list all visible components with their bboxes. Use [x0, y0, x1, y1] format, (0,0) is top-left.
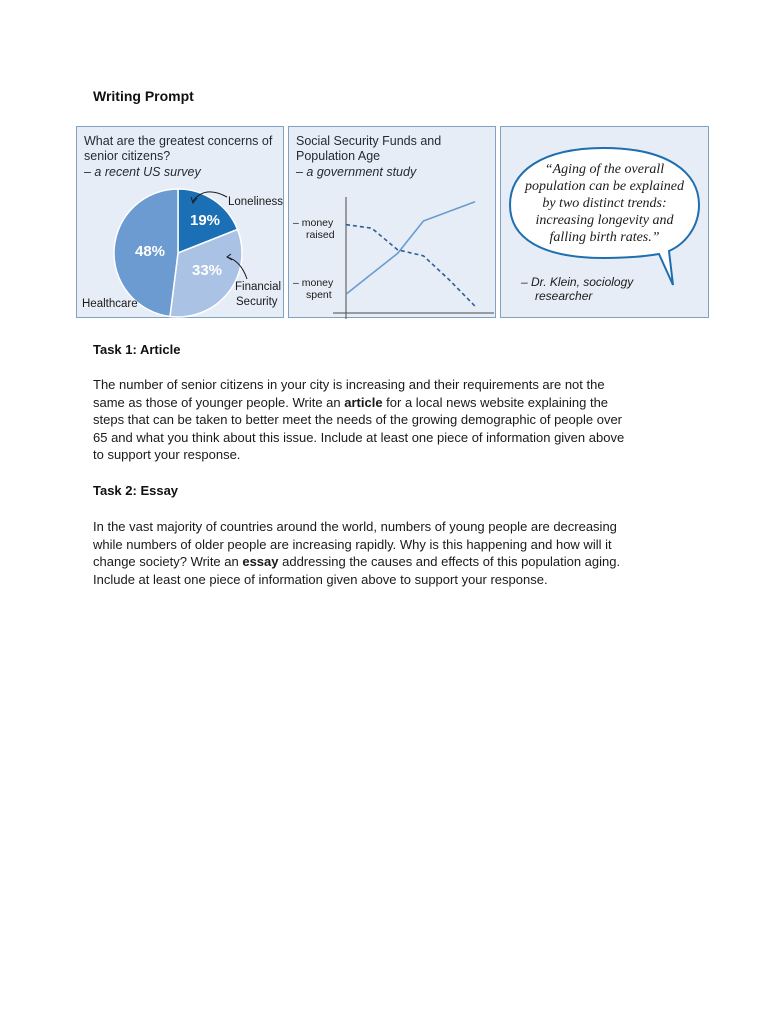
- quote-panel: [500, 126, 709, 318]
- task2-heading: Task 2: Essay: [93, 483, 179, 498]
- task1-line: same as those of younger people. Write an article for a local news website explaining the: [93, 394, 609, 410]
- line-chart: [289, 127, 497, 319]
- pie-data-label: 48%: [134, 243, 166, 260]
- tick-label-money-spent-line-1: – money: [293, 277, 334, 289]
- line-title-line-2: Population Age: [296, 149, 381, 163]
- pie-chart-panel: [76, 126, 284, 318]
- task2-paragraph: [93, 518, 673, 588]
- pie-data-label: 33%: [191, 262, 223, 279]
- pie-source: – a recent US survey: [84, 165, 201, 179]
- quote-line: increasing longevity and: [535, 213, 674, 228]
- pie-label-financial-line-1: Financial: [235, 281, 282, 293]
- pie-label-healthcare: Healthcare: [82, 298, 138, 310]
- quote-line: by two distinct trends:: [542, 196, 667, 211]
- tick-label-money-raised-line-2: raised: [306, 229, 335, 241]
- emphasized-word: article: [344, 394, 383, 410]
- pie-data-label: 19%: [189, 212, 221, 229]
- task1-line: The number of senior citizens in your city is increasing and their requirements are not the: [93, 377, 605, 392]
- task2-line: while numbers of older people are increasing rapidly. Why is this happening and how will it: [93, 536, 612, 552]
- line-title-line-1: Social Security Funds and: [296, 134, 442, 148]
- pie-label-loneliness: Loneliness: [228, 196, 283, 208]
- page-title: Writing Prompt: [93, 88, 194, 104]
- task2-line: Include at least one piece of information given above to support your response.: [93, 571, 548, 587]
- quote-author-line-1: – Dr. Klein, sociology: [521, 275, 634, 289]
- quote-text: [501, 161, 708, 246]
- task1-line: steps that can be taken to better meet the needs of the growing demographic of people over: [93, 412, 623, 428]
- task1-line: to support your response.: [93, 447, 241, 463]
- tick-label-money-raised-line-1: – money: [293, 217, 334, 229]
- line-source: – a government study: [296, 165, 417, 179]
- quote-line: population can be explained: [524, 179, 685, 194]
- quote-author-line-2: researcher: [535, 289, 593, 303]
- pie-title-line-2: senior citizens?: [84, 149, 171, 163]
- series-line-solid: [346, 202, 475, 294]
- quote-line: “Aging of the overall: [544, 162, 665, 177]
- task1-paragraph: [93, 376, 673, 464]
- pie-title-line-1: What are the greatest concerns of: [84, 134, 273, 148]
- task2-line: In the vast majority of countries around the world, numbers of young people are decreasing: [93, 519, 617, 534]
- task1-heading: Task 1: Article: [93, 342, 181, 357]
- task2-line: change society? Write an essay addressing the causes and effects of this population aging.: [93, 554, 621, 570]
- quote-author: [521, 275, 633, 303]
- emphasized-word: essay: [242, 554, 279, 570]
- tick-label-money-spent-line-2: spent: [306, 289, 332, 301]
- pie-label-financial-line-2: Security: [236, 296, 278, 308]
- pie-chart: [77, 127, 285, 319]
- line-chart-panel: [288, 126, 496, 318]
- quote-line: falling birth rates.”: [549, 230, 660, 245]
- task1-line: 65 and what you think about this issue. Include at least one piece of information given above: [93, 429, 625, 445]
